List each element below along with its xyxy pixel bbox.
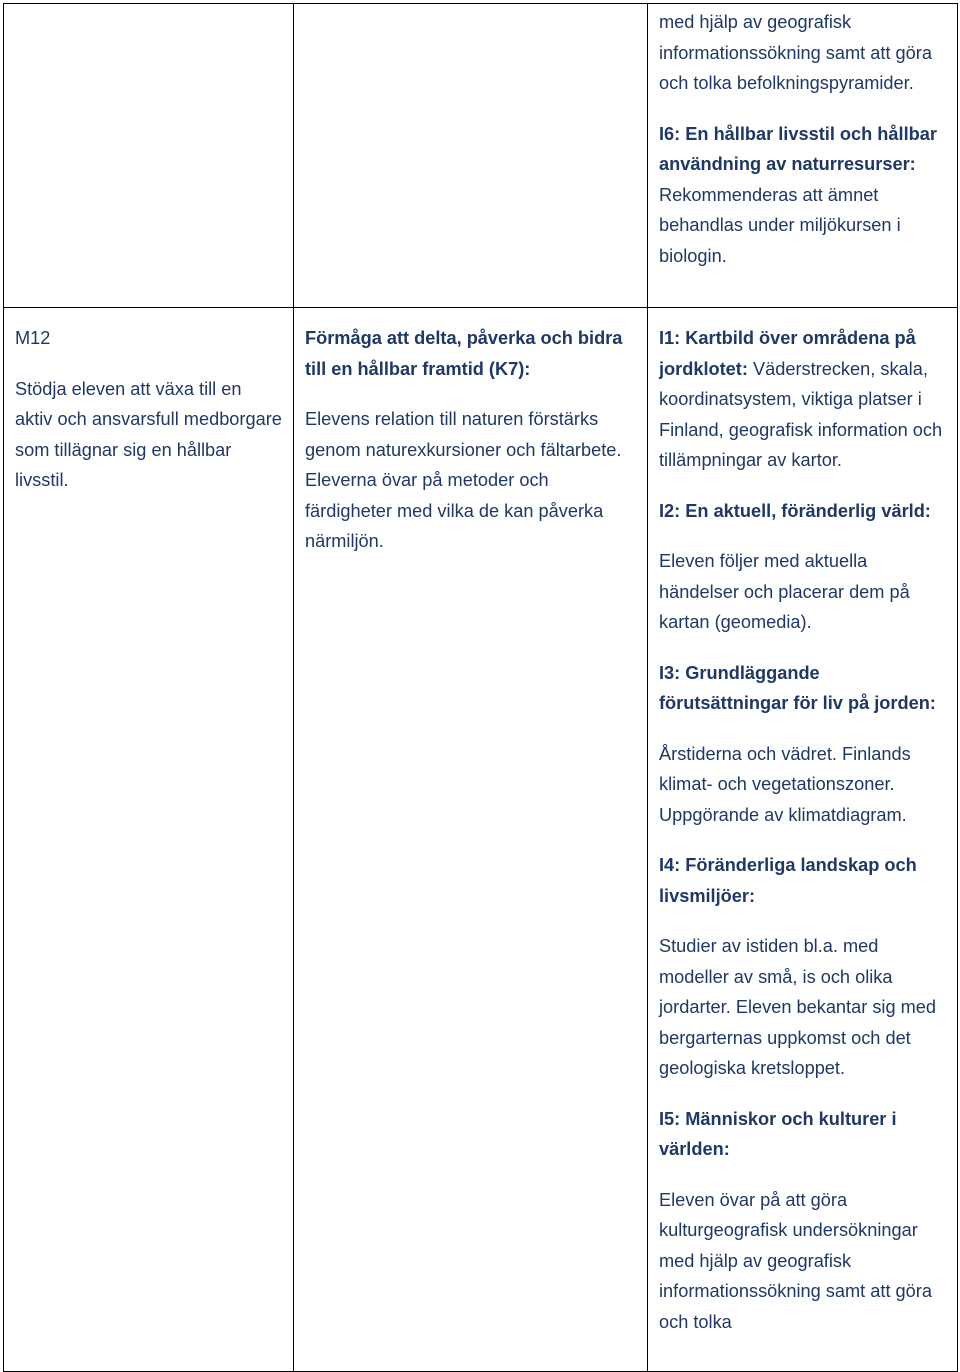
i4-title: I4: Föränderliga landskap och livsmiljöer:	[659, 855, 917, 906]
i5-text: Eleven övar på att göra kulturgeografisk undersökningar med hjälp av geografisk informationssökning samt att göra och tolka	[659, 1189, 932, 1332]
competence-title: Förmåga att delta, påverka och bidra till en hållbar framtid (K7):	[305, 328, 623, 379]
goal-code: M12	[15, 328, 51, 348]
continued-text: med hjälp av geografisk informationssökning samt att göra och tolka befolkningspyramider.	[659, 12, 932, 93]
i6-title: I6: En hållbar livsstil och hållbar användning av naturresurser:	[659, 123, 937, 174]
table-row	[4, 4, 958, 308]
i6-text: Rekommenderas att ämnet behandlas under miljökursen i biologin.	[659, 184, 901, 266]
i1-text: Väderstrecken, skala, koordinatsystem, viktiga platser i Finland, geografisk information och tillämpningar av kartor.	[659, 358, 943, 470]
content-area-i1	[659, 323, 947, 476]
competence-cell	[294, 4, 648, 308]
table-row	[4, 308, 958, 1372]
goal-text: Stödja eleven att växa till en aktiv och ansvarsfull medborgare som tillägnar sig en hållbar livsstil.	[15, 378, 282, 490]
i5-title: I5: Människor och kulturer i världen:	[659, 1108, 897, 1159]
i3-text: Årstiderna och vädret. Finlands klimat- och vegetationszoner. Uppgörande av klimatdiagram.	[659, 743, 911, 825]
i2-text: Eleven följer med aktuella händelser och placerar dem på kartan (geomedia).	[659, 551, 910, 632]
content-cell	[648, 4, 958, 308]
competence-text: Elevens relation till naturen förstärks genom naturexkursioner och fältarbete. Eleverna övar på metoder och färdigheter med vilka de kan påverka närmiljön.	[305, 409, 622, 551]
curriculum-table	[3, 3, 958, 1372]
goal-cell	[4, 4, 294, 308]
goal-cell	[4, 308, 294, 1372]
competence-cell	[294, 308, 648, 1372]
i4-text: Studier av istiden bl.a. med modeller av små, is och olika jordarter. Eleven bekantar sig med bergarternas uppkomst och det geologiska kretsloppet.	[659, 936, 937, 1078]
i2-title: I2: En aktuell, föränderlig värld:	[659, 500, 931, 521]
content-cell	[648, 308, 958, 1372]
i3-title: I3: Grundläggande förutsättningar för liv på jorden:	[659, 662, 936, 713]
i1-title: I1: Kartbild över områdena på jordklotet:	[659, 328, 916, 379]
content-area-i6	[659, 119, 947, 272]
